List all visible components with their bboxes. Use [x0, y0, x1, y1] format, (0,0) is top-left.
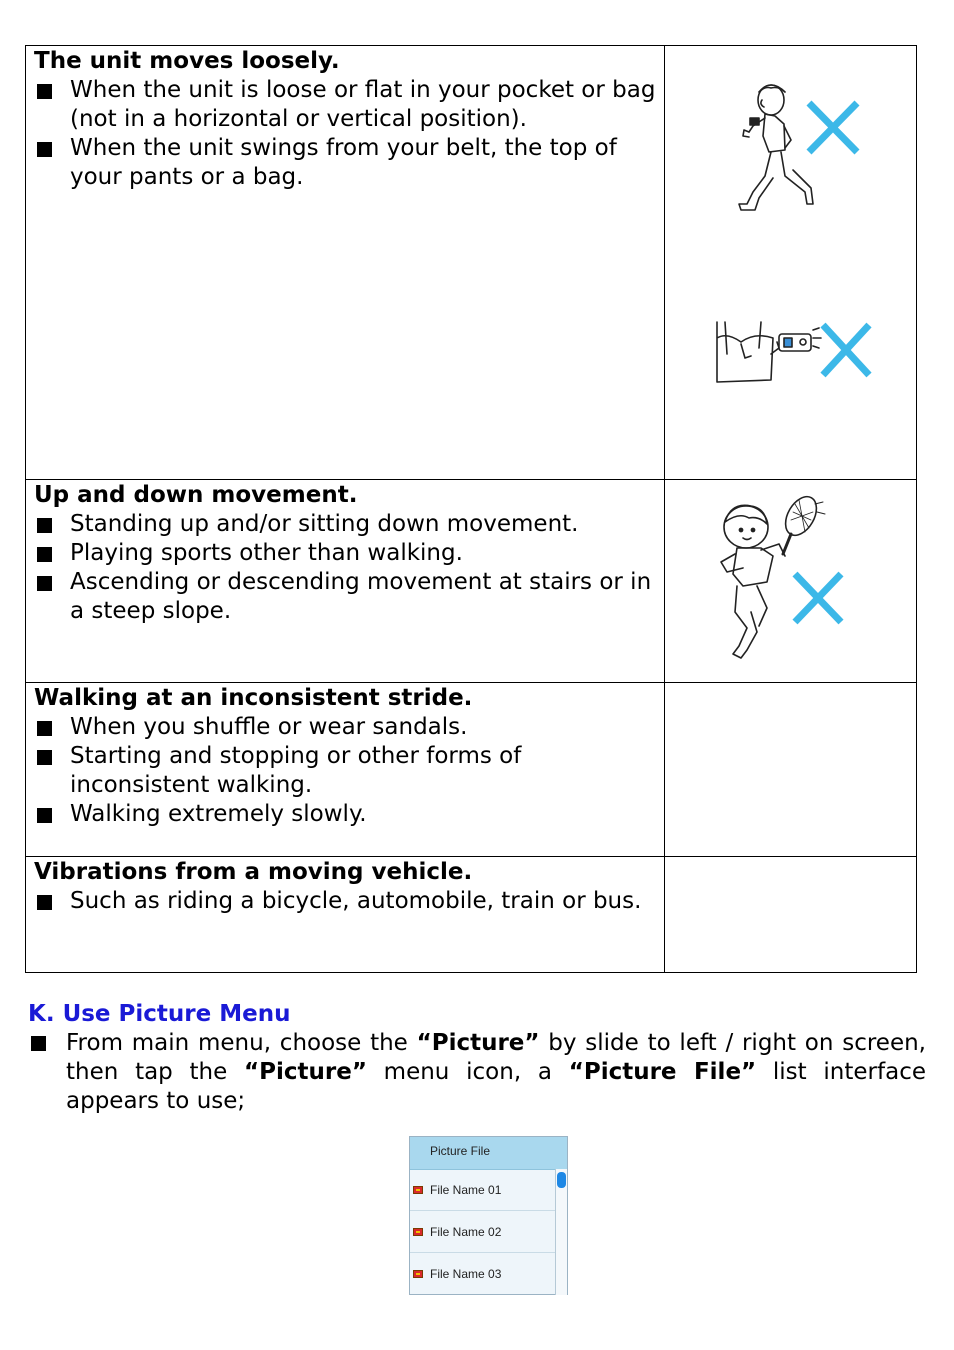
table-row — [26, 46, 917, 480]
scrollbar[interactable] — [555, 1169, 567, 1295]
running-person-illustration — [735, 80, 875, 225]
table-row — [26, 683, 917, 857]
image-file-icon — [413, 1270, 423, 1278]
row-title: The unit moves loosely. — [34, 48, 340, 74]
square-bullet-icon — [37, 518, 52, 533]
table-cell-text — [26, 46, 665, 480]
row-title: Up and down movement. — [34, 482, 358, 508]
picture-term: “Picture” — [416, 1030, 540, 1056]
list-item — [34, 76, 656, 134]
list-item — [34, 539, 656, 568]
list-item-text: When the unit is loose or flat in your pocket or bag (not in a horizontal or vertical position). — [70, 77, 656, 132]
square-bullet-icon — [37, 547, 52, 562]
bullet-list — [34, 76, 656, 192]
file-list-item[interactable] — [410, 1254, 556, 1295]
file-name: File Name 03 — [430, 1267, 502, 1281]
list-item — [34, 134, 656, 192]
picture-file-header: Picture File — [410, 1137, 567, 1170]
tennis-player-illustration — [713, 494, 863, 666]
table-cell-image-empty — [665, 683, 917, 857]
square-bullet-icon — [37, 750, 52, 765]
bullet-list — [34, 713, 656, 829]
instruction-paragraph — [30, 1029, 926, 1116]
table-cell-image-empty — [665, 857, 917, 973]
list-item-text: Standing up and/or sitting down movement. — [70, 511, 579, 537]
file-list-item[interactable] — [410, 1212, 556, 1253]
table-cell-text — [26, 857, 665, 973]
square-bullet-icon — [37, 895, 52, 910]
file-name: File Name 02 — [430, 1225, 502, 1239]
bullet-list — [34, 887, 656, 916]
table-cell-image — [665, 46, 917, 480]
table-cell-text — [26, 480, 665, 683]
bullet-list — [34, 510, 656, 626]
square-bullet-icon — [31, 1036, 46, 1051]
list-item-text: Ascending or descending movement at stairs or in a steep slope. — [70, 569, 652, 624]
list-item-text: When you shuffle or wear sandals. — [70, 714, 468, 740]
row-title: Walking at an inconsistent stride. — [34, 685, 473, 711]
scrollbar-thumb[interactable] — [557, 1172, 566, 1188]
file-list-item[interactable] — [410, 1170, 556, 1211]
list-item — [34, 742, 656, 800]
list-item-text: Playing sports other than walking. — [70, 540, 463, 566]
list-item-text: Starting and stopping or other forms of inconsistent walking. — [70, 743, 522, 798]
restrictions-table — [25, 45, 917, 973]
list-item — [34, 510, 656, 539]
picture-term: “Picture” — [244, 1059, 367, 1085]
picture-file-screenshot — [409, 1136, 568, 1295]
table-cell-image — [665, 480, 917, 683]
list-item-text: Such as riding a bicycle, automobile, train or bus. — [70, 888, 642, 914]
list-item — [34, 800, 656, 829]
list-item — [34, 887, 656, 916]
square-bullet-icon — [37, 576, 52, 591]
image-file-icon — [413, 1228, 423, 1236]
list-item — [34, 568, 656, 626]
section-heading: K. Use Picture Menu — [28, 1001, 291, 1027]
bag-with-unit-illustration — [711, 318, 891, 388]
list-item-text: Walking extremely slowly. — [70, 801, 367, 827]
picture-file-term: “Picture File” — [568, 1059, 757, 1085]
square-bullet-icon — [37, 808, 52, 823]
image-file-icon — [413, 1186, 423, 1194]
square-bullet-icon — [37, 84, 52, 99]
list-item — [34, 713, 656, 742]
list-item-text: When the unit swings from your belt, the top of your pants or a bag. — [70, 135, 617, 190]
table-cell-text — [26, 683, 665, 857]
square-bullet-icon — [37, 142, 52, 157]
table-row — [26, 857, 917, 973]
row-title: Vibrations from a moving vehicle. — [34, 859, 473, 885]
square-bullet-icon — [37, 721, 52, 736]
table-row — [26, 480, 917, 683]
file-name: File Name 01 — [430, 1183, 502, 1197]
instruction-text: From main menu, choose the “Picture” by slide to left / right on screen, then tap the “Picture” menu icon, a “Picture File” list interface appears to use; — [66, 1030, 927, 1114]
